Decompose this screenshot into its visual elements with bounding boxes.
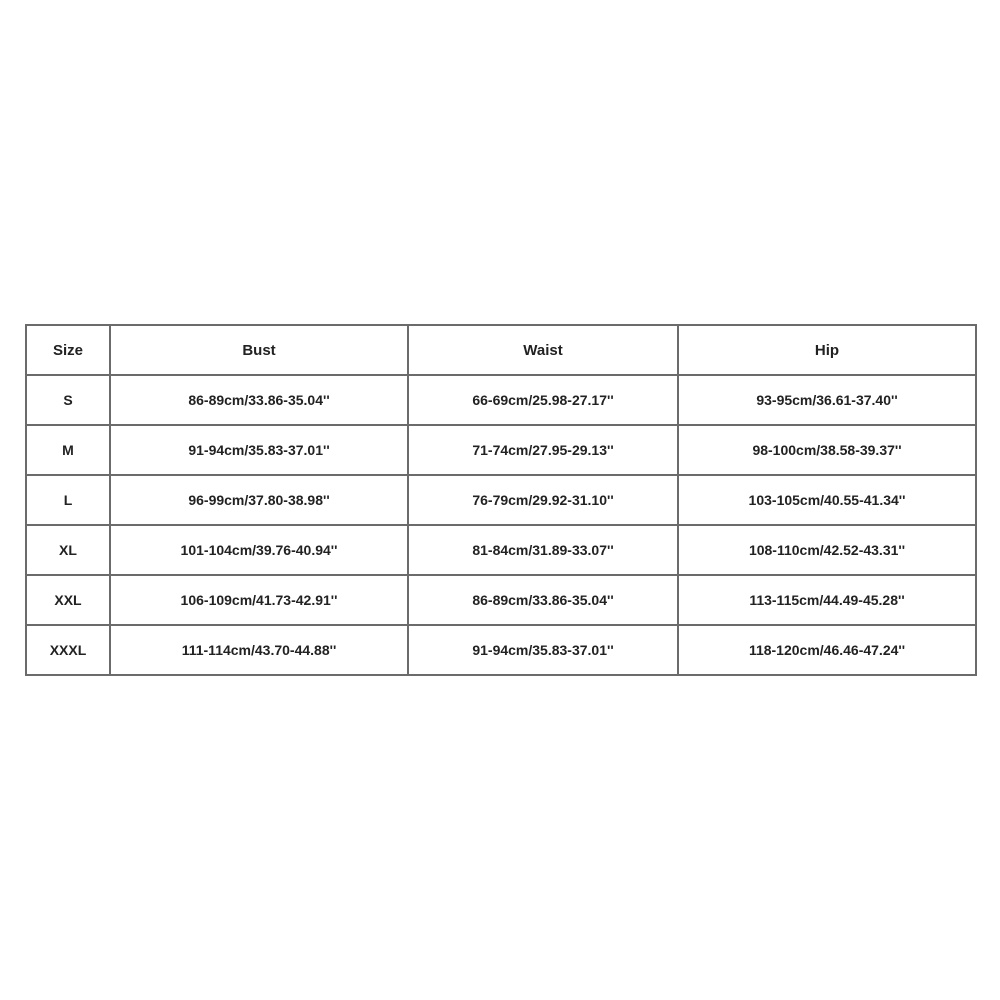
cell-bust: 111-114cm/43.70-44.88''	[110, 625, 408, 675]
cell-bust: 86-89cm/33.86-35.04''	[110, 375, 408, 425]
cell-waist: 66-69cm/25.98-27.17''	[408, 375, 678, 425]
cell-size: XXXL	[26, 625, 110, 675]
cell-hip: 98-100cm/38.58-39.37''	[678, 425, 976, 475]
cell-waist: 91-94cm/35.83-37.01''	[408, 625, 678, 675]
header-waist: Waist	[408, 325, 678, 375]
cell-hip: 108-110cm/42.52-43.31''	[678, 525, 976, 575]
cell-hip: 118-120cm/46.46-47.24''	[678, 625, 976, 675]
table-row	[26, 475, 976, 525]
cell-waist: 76-79cm/29.92-31.10''	[408, 475, 678, 525]
cell-waist: 71-74cm/27.95-29.13''	[408, 425, 678, 475]
size-chart-table	[25, 324, 977, 676]
cell-hip: 103-105cm/40.55-41.34''	[678, 475, 976, 525]
cell-size: XL	[26, 525, 110, 575]
cell-waist: 81-84cm/31.89-33.07''	[408, 525, 678, 575]
table-row	[26, 625, 976, 675]
table-row	[26, 375, 976, 425]
cell-bust: 96-99cm/37.80-38.98''	[110, 475, 408, 525]
table-row	[26, 425, 976, 475]
cell-bust: 106-109cm/41.73-42.91''	[110, 575, 408, 625]
table-row	[26, 575, 976, 625]
header-bust: Bust	[110, 325, 408, 375]
cell-hip: 113-115cm/44.49-45.28''	[678, 575, 976, 625]
cell-waist: 86-89cm/33.86-35.04''	[408, 575, 678, 625]
cell-size: S	[26, 375, 110, 425]
table-row	[26, 525, 976, 575]
header-hip: Hip	[678, 325, 976, 375]
cell-bust: 101-104cm/39.76-40.94''	[110, 525, 408, 575]
cell-hip: 93-95cm/36.61-37.40''	[678, 375, 976, 425]
header-size: Size	[26, 325, 110, 375]
cell-size: L	[26, 475, 110, 525]
table-header-row	[26, 325, 976, 375]
cell-bust: 91-94cm/35.83-37.01''	[110, 425, 408, 475]
cell-size: M	[26, 425, 110, 475]
cell-size: XXL	[26, 575, 110, 625]
